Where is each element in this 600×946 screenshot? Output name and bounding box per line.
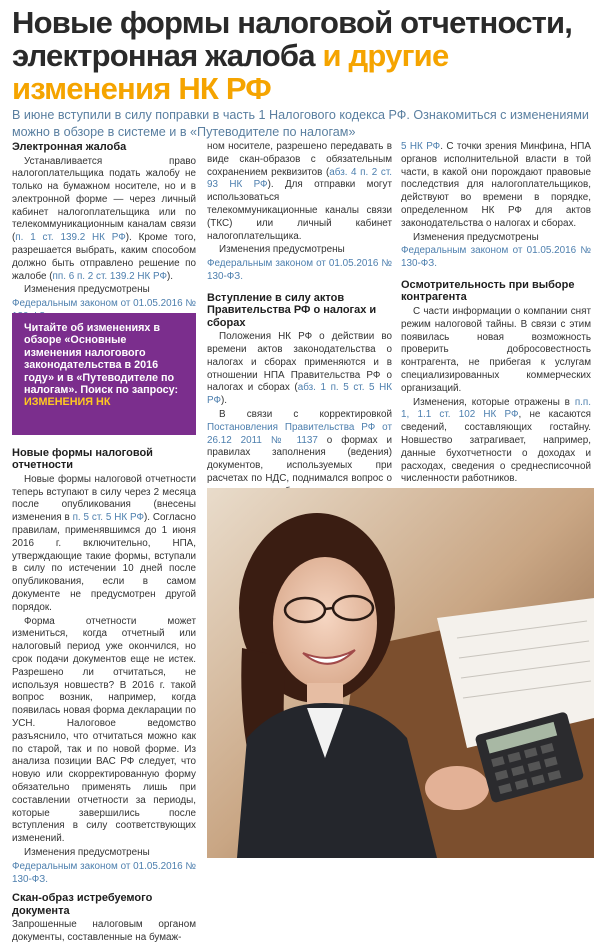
column-1 (12, 141, 196, 946)
title-line-2: электронная жалоба (12, 38, 323, 73)
paragraph: Положения НК РФ о действии во времени актов законодательства о налогах и сборах применяются и в отношении НПА Правительства РФ о налогах и сборах (абз. 1 п. 5 ст. 5 НК РФ). (207, 331, 392, 407)
promo-box (12, 313, 196, 435)
tax-code-link[interactable]: п. 5 ст. 5 НК РФ (72, 512, 144, 524)
paragraph: Форма отчетности может измениться, когда отчетный или налоговый период уже окончился, но срок подачи документов еще не истек. Разрешено ли отчитаться, не используя новшеств? В 2016 г. такой вопрос возник, например, когда появилась новая форма декларации по УСН. Налоговое ведомство разъяснило, что отчитаться можно как по старой, так и по новой форме. Из анализа позиции ВАС РФ следует, что новую или скорректированную форму обязательно применять лишь при составлении отчетности за периоды, которые завершились после вступления в силу соответствующих изменений. (12, 615, 196, 845)
column-3 (401, 141, 591, 528)
tax-code-link[interactable]: абз. 1 п. 5 ст. 5 НК РФ (207, 382, 392, 407)
paragraph: Устанавливается право налогоплательщика подать жалобу не только на бумажном носителе, но и в электронной форме — через личный кабинет налогоплательщика или по телекоммуникационным каналам связи (п. 1 ст. 139.2 НК РФ). Кроме того, разрешается выбрать, каким способом должно быть отправлено решение по жалобе (пп. 6 п. 2 ст. 139.2 НК РФ). (12, 155, 196, 282)
paragraph: Новые формы налоговой отчетности теперь вступают в силу через 2 месяца после опубликования (внесены изменения в п. 5 ст. 5 НК РФ). Согласно правилам, применявшимся до 1 июня 2016 г. включительно, НПА, утверждающие такие формы, вступали в силу по истечении 10 дней после опубликования, если в самом документе не предусмотрен другой порядок. (12, 473, 196, 613)
tax-code-link[interactable]: п.п. 1, 1.1 ст. 102 НК РФ (401, 396, 591, 421)
photo-accountant (207, 488, 594, 858)
photo-illustration (207, 488, 594, 858)
paragraph: Изменения, которые отражены в п.п. 1, 1.1 ст. 102 НК РФ, не касаются сведений, составляющих гостайну. Новшество затрагивает, например, данные бухотчетности о доходах и расходах, сведения о среднесписочной численности работников. (401, 396, 591, 485)
promo-search-query[interactable]: ИЗМЕНЕНИЯ НК (24, 396, 111, 409)
federal-law-link[interactable]: Федеральным законом от 01.05.2016 № 130-ФЗ. (401, 245, 591, 270)
section-heading-electronic-complaint: Электронная жалоба (12, 141, 127, 153)
changes-note: Изменения предусмотрены (413, 231, 539, 243)
federal-law-link[interactable]: Федеральным законом от 01.05.2016 № 130-ФЗ. (12, 860, 196, 885)
tax-code-link[interactable]: абз. 4 п. 2 ст. 93 НК РФ (207, 166, 392, 191)
promo-text: Читайте об изменениях в обзоре «Основные изменения налогового законодательства в 2016 году» и в «Путеводителе по налогам». Поиск по запросу: (24, 322, 179, 397)
changes-note: Изменения предусмотрены (24, 846, 150, 858)
paragraph: ном носителе, разрешено передавать в виде скан-образов с обязательным сохранением реквизитов (абз. 4 п. 2 ст. 93 НК РФ). Для отправки могут использоваться телекоммуникационные каналы связи (ТКС) или личный кабинет налогоплательщика. (207, 141, 392, 242)
section-heading-new-forms: Новые формы налоговой отчетности (12, 446, 153, 472)
section-heading-counterparty: Осмотрительность при выборе контрагента (401, 278, 575, 304)
federal-law-link[interactable]: Федеральным законом от 01.05.2016 № (12, 298, 196, 310)
section-heading-scan-image: Скан-образ истребуемого документа (12, 892, 153, 917)
federal-law-link[interactable]: Федеральным законом от 01.05.2016 № 130-ФЗ. (207, 258, 392, 282)
article-lead: В июне вступили в силу поправки в часть 1 Налогового кодекса РФ. Ознакомиться с изменениями можно в обзоре в системе и в «Путеводителе по налогам» (12, 108, 589, 139)
tax-code-link[interactable]: пп. 6 п. 2 ст. 139.2 НК РФ (52, 270, 167, 282)
paragraph: Запрошенные налоговым органом документы, составленные на бумаж- (12, 919, 196, 944)
title-line-1: Новые формы налоговой отчетности, (12, 5, 573, 40)
tax-code-link[interactable]: 5 НК РФ (401, 141, 441, 152)
title-accent-2: изменения НК РФ (12, 71, 271, 106)
paragraph: В связи с корректировкой Постановления Правительства РФ от 26.12 2011 № 1137 о формах и правилах заполнения (ведения) документов, используемых при расчетах по НДС, поднимался вопрос о (207, 409, 392, 575)
government-decree-link[interactable]: Постановления Правительства РФ от 26.12 2011 № 1137 (207, 421, 392, 446)
title-accent-1: и другие (322, 38, 449, 73)
changes-note: Изменения предусмотрены (219, 244, 345, 256)
section-heading-government-acts: Вступление в силу актов Правительства РФ о налогах и сборах (207, 291, 377, 329)
paragraph: 5 НК РФ. С точки зрения Минфина, НПА органов исполнительной власти в той части, в какой они порождают правовые последствия для налогоплательщиков, действуют во времени в порядке, определенном НК РФ для актов законодательства о налогах и сборах. (401, 141, 591, 229)
tax-code-link[interactable]: п. 1 ст. 139.2 НК РФ (15, 232, 126, 244)
article-title (12, 6, 592, 105)
paragraph: С части информации о компании снят режим налоговой тайны. В связи с этим появилась новая возможность проверить добросовестность контрагента, не прибегая к услугам специализированных коммерческих организаций. (401, 305, 591, 394)
changes-note: Изменения предусмотрены (24, 284, 150, 296)
